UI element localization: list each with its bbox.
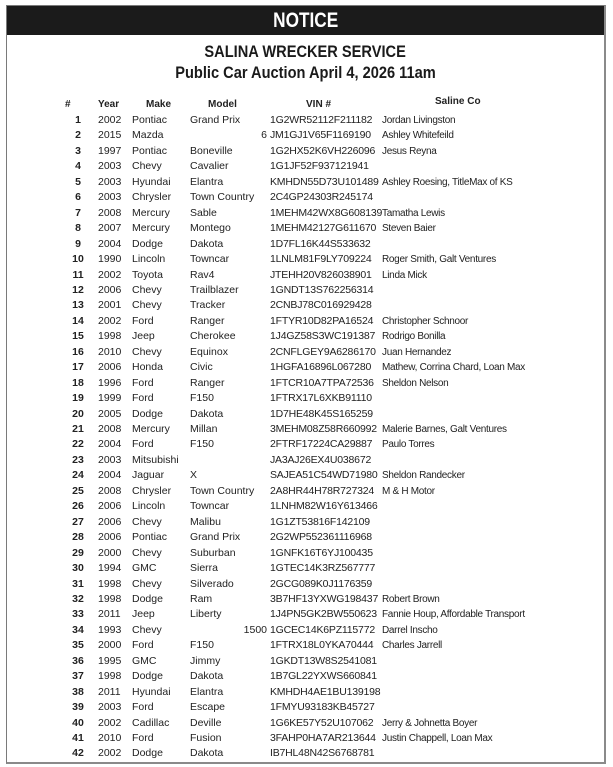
table-row bbox=[7, 206, 604, 221]
row-owner: Tamatha Lewis bbox=[382, 207, 445, 219]
row-owner: Paulo Torres bbox=[382, 439, 435, 451]
row-year: 1998 bbox=[98, 577, 122, 590]
table-row bbox=[7, 546, 604, 561]
row-year: 2002 bbox=[98, 314, 122, 327]
table-row bbox=[7, 484, 604, 499]
row-number: 23 bbox=[72, 453, 84, 466]
row-model: Grand Prix bbox=[190, 114, 241, 126]
row-model: Grand Prix bbox=[190, 531, 241, 544]
row-model: Dakota bbox=[190, 237, 224, 250]
row-number: 4 bbox=[75, 160, 81, 173]
row-make: Hyundai bbox=[132, 685, 171, 698]
row-model: F150 bbox=[190, 392, 214, 405]
row-make: Pontiac bbox=[132, 144, 168, 157]
row-year: 2005 bbox=[98, 407, 122, 420]
row-vin: 2G2WP552361116968 bbox=[270, 531, 372, 544]
table-row bbox=[7, 391, 604, 406]
row-vin: 1J4PN5GK2BW550623 bbox=[270, 608, 377, 621]
table-row bbox=[7, 252, 604, 267]
table-row bbox=[7, 283, 604, 298]
row-vin: 1FTYR10D82PA16524 bbox=[270, 314, 374, 327]
row-vin: 2C4GP24303R245174 bbox=[270, 191, 373, 204]
row-owner: Malerie Barnes, Galt Ventures bbox=[382, 424, 507, 435]
row-number: 33 bbox=[72, 608, 84, 621]
row-year: 2001 bbox=[98, 299, 122, 312]
row-year: 1990 bbox=[98, 253, 122, 266]
row-make: Chevy bbox=[132, 515, 162, 528]
row-model: Tracker bbox=[190, 299, 226, 312]
row-make: Chevy bbox=[132, 345, 162, 358]
row-model: Cherokee bbox=[190, 330, 236, 343]
row-vin: JM1GJ1V65F1169190 bbox=[270, 129, 371, 142]
row-make: Ford bbox=[132, 701, 154, 714]
row-number: 11 bbox=[72, 268, 84, 281]
table-row bbox=[7, 268, 604, 283]
row-number: 17 bbox=[72, 361, 84, 374]
row-vin: 1GKDT13W8S2541081 bbox=[270, 654, 377, 667]
row-vin: 3FAHP0HA7AR213644 bbox=[270, 732, 376, 744]
table-row bbox=[7, 190, 604, 205]
table-row bbox=[7, 468, 604, 483]
table-row bbox=[7, 746, 604, 761]
row-vin: 2A8HR44H78R727324 bbox=[270, 484, 375, 497]
row-make: Ford bbox=[132, 639, 154, 652]
row-owner: Jordan Livingston bbox=[382, 115, 456, 126]
table-row bbox=[7, 128, 604, 143]
row-year: 2000 bbox=[98, 546, 122, 559]
row-number: 25 bbox=[72, 484, 84, 497]
table-row bbox=[7, 685, 604, 700]
table-row bbox=[7, 453, 604, 468]
table-row bbox=[7, 376, 604, 391]
row-vin: 1GNFK16T6YJ100435 bbox=[270, 546, 373, 559]
row-year: 1995 bbox=[98, 654, 122, 667]
row-vin: JTEHH20V826038901 bbox=[270, 268, 372, 281]
row-model: Deville bbox=[190, 716, 222, 729]
row-model: Fusion bbox=[190, 732, 222, 744]
header-make: Make bbox=[146, 99, 172, 110]
row-model-suffix: 6 bbox=[261, 129, 267, 142]
row-number: 41 bbox=[72, 732, 84, 744]
row-model: Ranger bbox=[190, 376, 225, 389]
table-row bbox=[7, 422, 604, 437]
table-row bbox=[7, 329, 604, 344]
row-make: Dodge bbox=[132, 670, 163, 683]
row-model: Jimmy bbox=[190, 654, 221, 667]
row-make: Dodge bbox=[132, 592, 163, 605]
row-model-suffix: 1500 bbox=[243, 623, 267, 636]
row-model: Towncar bbox=[190, 253, 230, 266]
row-number: 37 bbox=[72, 670, 84, 683]
row-year: 2008 bbox=[98, 484, 122, 497]
row-owner: Rodrigo Bonilla bbox=[382, 331, 446, 343]
table-row bbox=[7, 623, 604, 638]
row-vin: 1G1JF52F937121941 bbox=[270, 160, 369, 173]
row-vin: 1FTCR10A7TPA72536 bbox=[270, 376, 374, 389]
row-year: 2010 bbox=[98, 732, 122, 744]
row-make: Ford bbox=[132, 732, 154, 744]
row-owner: Darrel Inscho bbox=[382, 624, 438, 636]
row-make: Cadillac bbox=[132, 716, 170, 729]
row-year: 2002 bbox=[98, 716, 122, 729]
row-make: Pontiac bbox=[132, 114, 168, 126]
row-year: 1998 bbox=[98, 670, 122, 683]
row-model: Towncar bbox=[190, 500, 230, 513]
row-vin: 2CNFLGEY9A6286170 bbox=[270, 345, 376, 358]
row-number: 12 bbox=[72, 283, 84, 296]
row-year: 2002 bbox=[98, 268, 122, 281]
row-year: 2006 bbox=[98, 515, 122, 528]
row-year: 1997 bbox=[98, 144, 122, 157]
table-row bbox=[7, 530, 604, 545]
row-vin: 1GCEC14K6PZ115772 bbox=[270, 623, 375, 636]
row-model: Elantra bbox=[190, 175, 224, 188]
row-vin: 1HGFA16896L067280 bbox=[270, 361, 372, 374]
row-model: Boneville bbox=[190, 144, 233, 157]
row-owner: Christopher Schnoor bbox=[382, 315, 469, 327]
row-model: Equinox bbox=[190, 345, 228, 358]
row-make: Chevy bbox=[132, 299, 162, 312]
row-year: 1998 bbox=[98, 592, 122, 605]
row-make: Chevy bbox=[132, 546, 162, 559]
row-owner: Ashley Roesing, TitleMax of KS bbox=[382, 176, 513, 188]
row-owner: Sheldon Nelson bbox=[382, 377, 449, 389]
row-make: Ford bbox=[132, 438, 154, 451]
row-number: 19 bbox=[72, 392, 84, 405]
row-model: X bbox=[190, 469, 198, 482]
table-row bbox=[7, 345, 604, 360]
row-number: 35 bbox=[72, 639, 84, 652]
row-year: 1998 bbox=[98, 330, 122, 343]
row-number: 38 bbox=[72, 685, 84, 698]
row-make: Mitsubishi bbox=[132, 453, 179, 466]
row-year: 2004 bbox=[98, 237, 122, 250]
row-vin: 2FTRF17224CA29887 bbox=[270, 438, 373, 451]
row-number: 9 bbox=[75, 237, 81, 250]
row-make: Chevy bbox=[132, 623, 162, 636]
auction-subtitle bbox=[7, 63, 604, 83]
row-vin: 3MEHM08Z58R660992 bbox=[270, 423, 377, 435]
row-vin: 1B7GL22YXWS660841 bbox=[270, 670, 377, 683]
row-vin: 2CNBJ78C016929428 bbox=[270, 299, 372, 312]
row-owner: Mathew, Corrina Chard, Loan Max bbox=[382, 362, 525, 374]
row-make: Ford bbox=[132, 392, 154, 405]
header-vin: VIN # bbox=[306, 99, 332, 110]
row-make: Mercury bbox=[132, 206, 170, 219]
row-owner: Roger Smith, Galt Ventures bbox=[382, 254, 496, 266]
row-model: Sable bbox=[190, 206, 217, 219]
row-number: 18 bbox=[72, 376, 84, 389]
table-row bbox=[7, 731, 604, 746]
row-vin: 1G1ZT53816F142109 bbox=[270, 515, 370, 528]
row-vin: 1MEHM42127G611670 bbox=[270, 222, 377, 235]
row-make: Chrysler bbox=[132, 191, 172, 204]
row-number: 26 bbox=[72, 500, 84, 513]
row-number: 34 bbox=[72, 623, 84, 636]
row-owner: Sheldon Randecker bbox=[382, 470, 465, 482]
company-title bbox=[7, 42, 604, 62]
row-model: Town Country bbox=[190, 191, 255, 204]
table-row bbox=[7, 592, 604, 607]
header-model: Model bbox=[208, 99, 237, 110]
row-make: Chevy bbox=[132, 283, 162, 296]
table-row bbox=[7, 298, 604, 313]
row-make: Jaguar bbox=[132, 469, 165, 482]
row-number: 5 bbox=[75, 175, 81, 188]
row-number: 28 bbox=[72, 531, 84, 544]
row-vin: 1G2WR52112F211182 bbox=[270, 114, 373, 126]
row-number: 24 bbox=[72, 469, 84, 482]
row-model: Dakota bbox=[190, 747, 224, 760]
row-model: Dakota bbox=[190, 670, 224, 683]
row-owner: Robert Brown bbox=[382, 593, 440, 605]
row-owner: Fannie Houp, Affordable Transport bbox=[382, 609, 525, 621]
row-vin: 3B7HF13YXWG198437 bbox=[270, 592, 379, 605]
row-make: Dodge bbox=[132, 237, 163, 250]
table-row bbox=[7, 515, 604, 530]
row-model: Cavalier bbox=[190, 160, 229, 173]
row-model: Sierra bbox=[190, 562, 219, 575]
row-number: 3 bbox=[75, 144, 81, 157]
row-owner: Ashley Whitefeild bbox=[382, 130, 454, 142]
row-year: 2003 bbox=[98, 453, 122, 466]
row-number: 6 bbox=[75, 191, 81, 204]
table-row bbox=[7, 437, 604, 452]
row-year: 2006 bbox=[98, 283, 122, 296]
row-make: Dodge bbox=[132, 407, 163, 420]
row-make: Mazda bbox=[132, 129, 164, 142]
row-vin: 1D7FL16K44S533632 bbox=[270, 237, 371, 250]
row-make: Chrysler bbox=[132, 484, 172, 497]
row-model: Elantra bbox=[190, 685, 224, 698]
row-number: 22 bbox=[72, 438, 84, 451]
row-make: Ford bbox=[132, 314, 154, 327]
table-row bbox=[7, 577, 604, 592]
row-year: 2010 bbox=[98, 345, 122, 358]
row-model: Dakota bbox=[190, 407, 224, 420]
row-year: 1999 bbox=[98, 392, 122, 405]
row-vin: 1FTRX17L6XKB91110 bbox=[270, 392, 372, 405]
row-year: 2008 bbox=[98, 423, 122, 435]
table-row bbox=[7, 669, 604, 684]
row-make: Ford bbox=[132, 376, 154, 389]
row-year: 2000 bbox=[98, 639, 122, 652]
row-owner: Jerry & Johnetta Boyer bbox=[382, 717, 478, 729]
row-model: Rav4 bbox=[190, 268, 215, 281]
row-model: Malibu bbox=[190, 515, 221, 528]
row-number: 20 bbox=[72, 407, 84, 420]
row-vin: 1MEHM42WX8G608139 bbox=[270, 206, 383, 219]
table-row bbox=[7, 360, 604, 375]
table-row bbox=[7, 638, 604, 653]
row-model: Millan bbox=[190, 423, 218, 435]
row-year: 2003 bbox=[98, 160, 122, 173]
row-make: GMC bbox=[132, 654, 157, 667]
table-row bbox=[7, 607, 604, 622]
row-number: 42 bbox=[72, 747, 84, 760]
row-vin: 1LNLM81F9LY709224 bbox=[270, 253, 372, 266]
row-model: Ram bbox=[190, 592, 213, 605]
row-vin: 1G2HX52K6VH226096 bbox=[270, 144, 376, 157]
table-row bbox=[7, 159, 604, 174]
table-row bbox=[7, 716, 604, 731]
row-vin: 2GCG089K0J1176359 bbox=[270, 577, 373, 590]
company-title-text: SALINA WRECKER SERVICE bbox=[204, 42, 407, 61]
row-model: F150 bbox=[190, 639, 214, 652]
auction-subtitle-text: Public Car Auction April 4, 2026 11am bbox=[175, 63, 436, 82]
row-model: Ranger bbox=[190, 314, 225, 327]
row-make: Chevy bbox=[132, 577, 162, 590]
row-owner: Charles Jarrell bbox=[382, 640, 442, 652]
table-row bbox=[7, 499, 604, 514]
row-year: 2007 bbox=[98, 222, 122, 235]
row-vin: 1LNHM82W16Y613466 bbox=[270, 500, 378, 513]
row-make: Honda bbox=[132, 361, 163, 374]
row-number: 13 bbox=[72, 299, 84, 312]
row-year: 2006 bbox=[98, 531, 122, 544]
row-number: 21 bbox=[72, 423, 84, 435]
row-make: Mercury bbox=[132, 423, 170, 435]
row-year: 1993 bbox=[98, 623, 122, 636]
row-owner: M & H Motor bbox=[382, 485, 435, 497]
table-row bbox=[7, 237, 604, 252]
row-year: 2004 bbox=[98, 469, 122, 482]
row-vin: 1G6KE57Y52U107062 bbox=[270, 716, 374, 729]
row-make: Mercury bbox=[132, 222, 170, 235]
table-row bbox=[7, 175, 604, 190]
row-model: Silverado bbox=[190, 577, 234, 590]
row-model: Suburban bbox=[190, 546, 236, 559]
row-year: 2004 bbox=[98, 438, 122, 451]
row-model: Liberty bbox=[190, 608, 222, 621]
row-vin: 1J4GZ58S3WC191387 bbox=[270, 330, 376, 343]
row-model: F150 bbox=[190, 438, 214, 451]
row-vin: SAJEA51C54WD71980 bbox=[270, 469, 378, 482]
header-owner: Saline Co bbox=[435, 96, 481, 107]
row-number: 40 bbox=[72, 716, 84, 729]
row-year: 2006 bbox=[98, 361, 122, 374]
row-number: 14 bbox=[72, 314, 84, 327]
row-vin: 1GNDT13S762256314 bbox=[270, 283, 374, 296]
table-row bbox=[7, 314, 604, 329]
row-number: 2 bbox=[75, 129, 81, 142]
header-num: # bbox=[65, 99, 71, 110]
row-number: 29 bbox=[72, 546, 84, 559]
row-model: Montego bbox=[190, 222, 231, 235]
row-make: Jeep bbox=[132, 608, 155, 621]
row-model: Escape bbox=[190, 701, 226, 714]
row-year: 2008 bbox=[98, 206, 122, 219]
row-make: Chevy bbox=[132, 160, 162, 173]
row-year: 2003 bbox=[98, 701, 122, 714]
row-year: 2015 bbox=[98, 129, 122, 142]
row-number: 36 bbox=[72, 654, 84, 667]
row-model: Civic bbox=[190, 361, 213, 374]
row-number: 32 bbox=[72, 592, 84, 605]
row-make: Pontiac bbox=[132, 531, 168, 544]
row-year: 2006 bbox=[98, 500, 122, 513]
row-owner: Jesus Reyna bbox=[382, 145, 437, 157]
row-year: 1996 bbox=[98, 376, 122, 389]
table-row bbox=[7, 407, 604, 422]
row-vin: 1GTEC14K3RZ567777 bbox=[270, 562, 376, 575]
row-make: Toyota bbox=[132, 268, 163, 281]
table-row bbox=[7, 654, 604, 669]
row-number: 7 bbox=[75, 206, 81, 219]
row-number: 10 bbox=[72, 253, 84, 266]
row-year: 2011 bbox=[98, 685, 121, 698]
row-number: 15 bbox=[72, 330, 84, 343]
row-model: Town Country bbox=[190, 484, 255, 497]
row-number: 39 bbox=[72, 701, 84, 714]
row-year: 2003 bbox=[98, 191, 122, 204]
row-vin: IB7HL48N42S6768781 bbox=[270, 747, 375, 760]
row-number: 16 bbox=[72, 345, 84, 358]
notice-document bbox=[6, 5, 606, 764]
row-vin: 1FTRX18L0YKA70444 bbox=[270, 639, 374, 652]
row-owner: Steven Baier bbox=[382, 223, 436, 235]
row-make: Lincoln bbox=[132, 500, 166, 513]
row-owner: Justin Chappell, Loan Max bbox=[382, 733, 493, 744]
row-number: 8 bbox=[75, 222, 81, 235]
table-row bbox=[7, 561, 604, 576]
row-make: Dodge bbox=[132, 747, 163, 760]
row-vin: 1FMYU93183KB45727 bbox=[270, 701, 375, 714]
row-year: 2002 bbox=[98, 114, 122, 126]
row-model: Trailblazer bbox=[190, 283, 239, 296]
row-owner: Juan Hernandez bbox=[382, 346, 452, 358]
table-row bbox=[7, 113, 604, 128]
row-vin: KMHDH4AE1BU139198 bbox=[270, 685, 381, 698]
table-row bbox=[7, 700, 604, 715]
row-owner: Linda Mick bbox=[382, 269, 427, 281]
notice-banner bbox=[7, 6, 604, 35]
row-vin: JA3AJ26EX4U038672 bbox=[270, 453, 372, 466]
row-number: 30 bbox=[72, 562, 84, 575]
table-row bbox=[7, 221, 604, 236]
row-vin: KMHDN55D73U101489 bbox=[270, 175, 379, 188]
row-year: 1994 bbox=[98, 562, 122, 575]
row-make: GMC bbox=[132, 562, 157, 575]
row-make: Jeep bbox=[132, 330, 155, 343]
row-year: 2011 bbox=[98, 608, 121, 621]
row-year: 2003 bbox=[98, 175, 122, 188]
notice-banner-text: NOTICE bbox=[272, 9, 339, 32]
table-row bbox=[7, 144, 604, 159]
row-year: 2002 bbox=[98, 747, 122, 760]
header-year: Year bbox=[98, 99, 120, 110]
row-number: 31 bbox=[72, 577, 84, 590]
row-make: Lincoln bbox=[132, 253, 166, 266]
row-number: 27 bbox=[72, 515, 84, 528]
row-vin: 1D7HE48K45S165259 bbox=[270, 407, 373, 420]
row-number: 1 bbox=[75, 114, 81, 126]
row-make: Hyundai bbox=[132, 175, 171, 188]
